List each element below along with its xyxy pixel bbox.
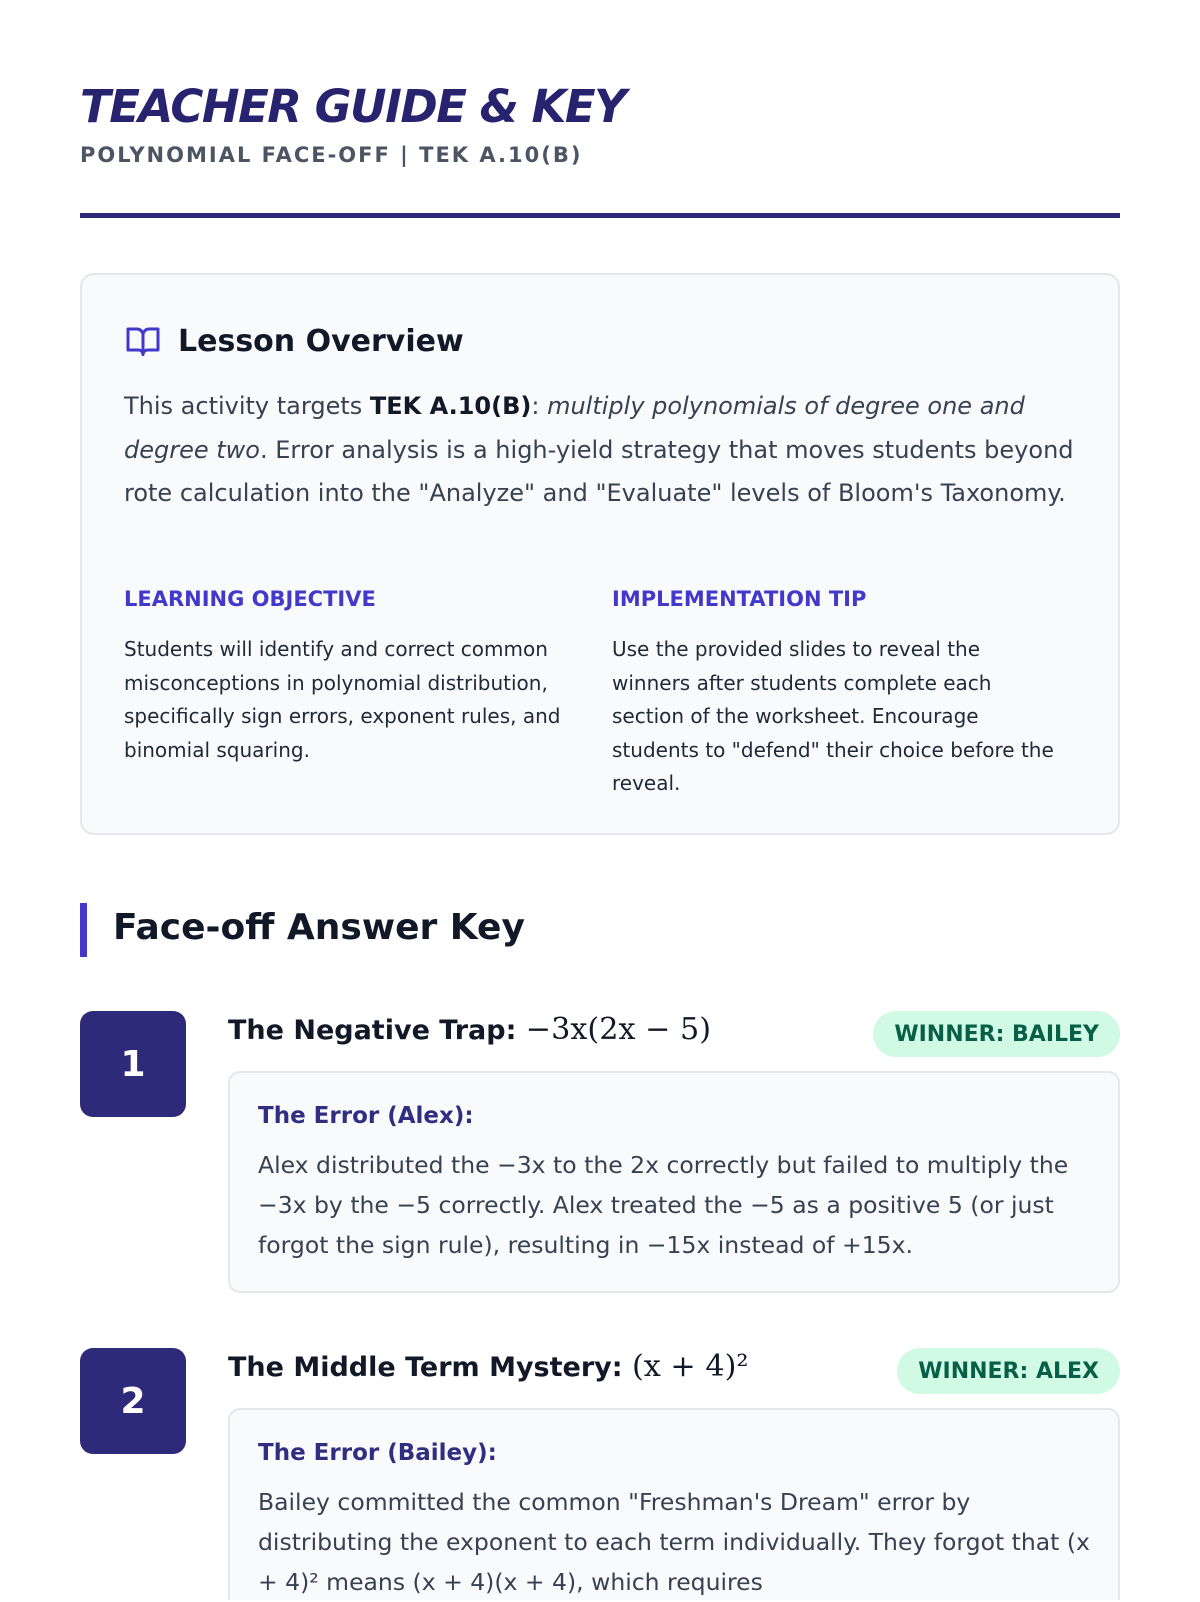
error-explanation-box — [228, 1408, 1120, 1600]
error-explanation-box — [228, 1071, 1120, 1293]
implementation-tip-heading: IMPLEMENTATION TIP — [612, 587, 867, 611]
item-number-badge: 2 — [80, 1348, 186, 1454]
learning-objective-heading: LEARNING OBJECTIVE — [124, 587, 376, 611]
item-expression: −3x(2x − 5) — [525, 1012, 712, 1047]
lesson-overview-card — [80, 273, 1120, 835]
winner-badge: WINNER: BAILEY — [873, 1011, 1120, 1057]
error-text: Alex distributed the −3x to the 2x correctly but failed to multiply the −3x by the −5 correctly. Alex treated the −5 as a positive 5 (or just forgot the sign rule), resulting in −15x instead of +15x. — [258, 1151, 1069, 1259]
lesson-overview-header — [124, 323, 464, 359]
open-book-icon — [124, 323, 162, 359]
error-text: Bailey committed the common "Freshman's Dream" error by distributing the exponent to each term individually. They forgot that (x + 4)² means (x + 4)(x + 4), which requires — [258, 1488, 1090, 1596]
page-title: TEACHER GUIDE & KEY — [80, 80, 626, 133]
item-title: The Negative Trap: −3x(2x − 5) — [228, 1012, 712, 1047]
tek-code: TEK A.10(B) — [369, 392, 532, 420]
lesson-overview-heading: Lesson Overview — [178, 323, 464, 359]
item-title: The Middle Term Mystery: (x + 4)² — [228, 1349, 749, 1384]
section-accent-bar — [80, 903, 87, 957]
header-divider — [80, 213, 1120, 218]
page-subtitle: POLYNOMIAL FACE-OFF | TEK A.10(B) — [80, 143, 583, 167]
item-expression: (x + 4)² — [631, 1349, 749, 1384]
item-number-badge: 1 — [80, 1011, 186, 1117]
tek-description: multiply polynomials of degree one and degree two — [124, 392, 1025, 464]
answer-key-heading: Face-off Answer Key — [113, 907, 525, 948]
error-heading: The Error (Bailey): — [258, 1440, 497, 1466]
learning-objective-text: Students will identify and correct common misconceptions in polynomial distribution, specifically sign errors, exponent rules, and binomial squaring. — [124, 637, 561, 762]
implementation-tip-text: Use the provided slides to reveal the winners after students complete each section of the worksheet. Encourage students to "defend" their choice before the reveal. — [612, 637, 1054, 795]
error-heading: The Error (Alex): — [258, 1103, 474, 1129]
winner-badge: WINNER: ALEX — [897, 1348, 1120, 1394]
lesson-overview-text: This activity targets TEK A.10(B): multiply polynomials of degree one and degree two. Error analysis is a high-yield strategy that moves students beyond rote calculation into the "Analyze" and "Evaluate" levels of Bloom's Taxonomy. — [124, 392, 1074, 507]
